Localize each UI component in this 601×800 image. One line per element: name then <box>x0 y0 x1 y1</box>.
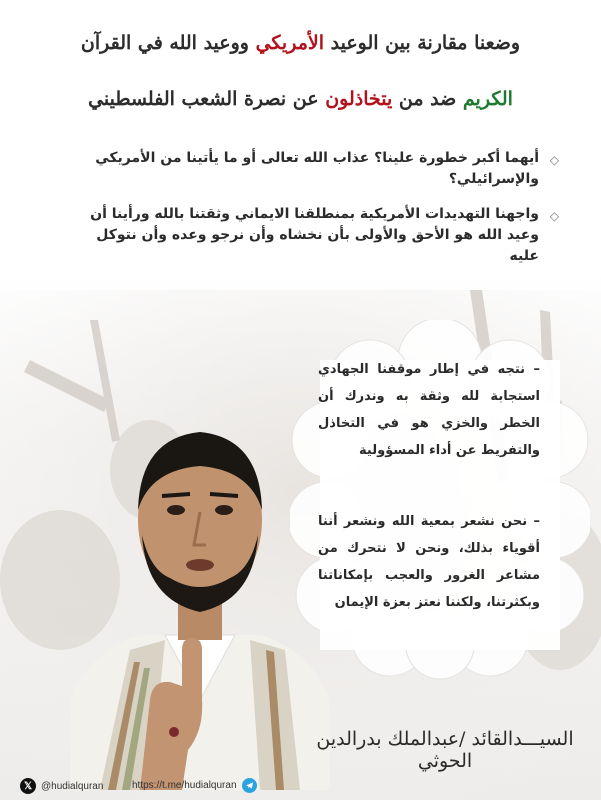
quote-1: – نتجه في إطار موقفنا الجهادي استجابة لله وثقة به وندرك أن الخطر والخزي هو في التخاذل والتفريط عن أداء المسؤولية <box>318 362 540 458</box>
diamond-icon: ◇ <box>549 209 559 223</box>
speaker-portrait <box>70 400 330 790</box>
bullet-item: ◇ واجهنا التهديدات الأمريكية بمنطلقنا الايماني وثقتنا بالله ورأينا أن وعيد الله هو الأحق والأولى بأن نخشاه وأن نرجو وعده وأن نتوكل عليه <box>90 206 559 264</box>
bullet-item: ◇ أيهما أكبر خطورة علينا؟ عذاب الله تعالى أو ما يأتينا من الأمريكي والإسرائيلي؟ <box>95 150 559 187</box>
quote-2: – نحن نشعر بمعية الله ونشعر أننا أقوياء بذلك، ونحن لا نتحرك من مشاعر الغرور والعجب بإمكاناتنا وبكثرتنا، ولكننا نعتز بعزة الإيمان <box>318 514 540 610</box>
telegram-icon <box>242 778 257 793</box>
speaker-signature: السيـــدالقائد /عبدالملك بدرالدين الحوثي <box>316 728 574 772</box>
diamond-icon: ◇ <box>549 153 559 167</box>
x-icon: 𝕏 <box>20 778 36 794</box>
x-handle-text: @hudialquran <box>41 780 104 792</box>
telegram-link-text: https://t.me/hudialquran <box>132 780 237 791</box>
headline-line-1: وضعنا مقارنة بين الوعيد الأمريكي ووعيد الله في القرآن <box>80 32 521 54</box>
x-handle-link[interactable] <box>20 778 103 794</box>
headline-line-2: الكريم ضد من يتخاذلون عن نصرة الشعب الفلسطيني <box>88 88 513 110</box>
telegram-link[interactable] <box>132 778 257 793</box>
bullet-list <box>80 148 561 281</box>
footer <box>0 772 601 800</box>
